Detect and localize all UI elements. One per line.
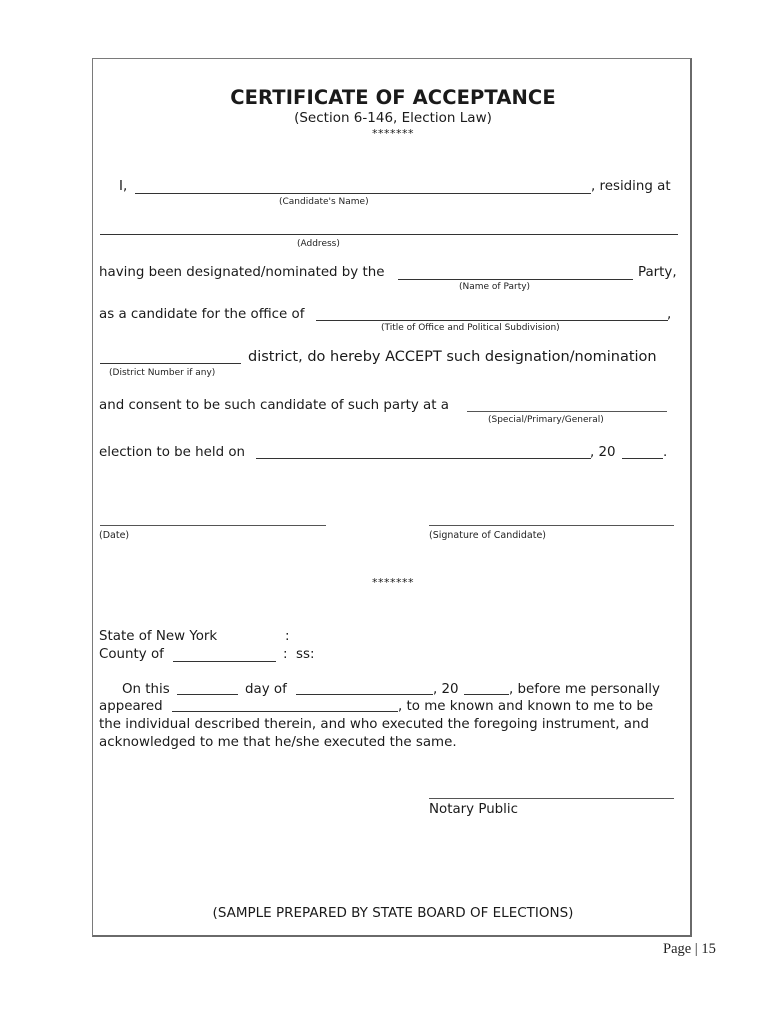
county-label: County of	[99, 647, 164, 662]
line7-prefix: election to be held on	[99, 445, 246, 460]
notary-label: Notary Public	[429, 802, 518, 817]
line1-suffix: , residing at	[591, 179, 671, 194]
footer-note: (SAMPLE PREPARED BY STATE BOARD OF ELECTIONS)	[212, 905, 574, 921]
ack-on-this: On this	[122, 682, 170, 697]
election-type-caption: (Special/Primary/General)	[488, 415, 604, 425]
line4-suffix: ,	[667, 307, 672, 322]
district-number-caption: (District Number if any)	[109, 368, 216, 378]
district-number-field[interactable]	[100, 363, 241, 364]
line3-prefix: having been designated/nominated by the	[99, 265, 385, 280]
county-field[interactable]	[173, 661, 276, 662]
candidate-name-field[interactable]	[135, 193, 591, 194]
date-field[interactable]	[100, 525, 326, 526]
election-date-field[interactable]	[256, 458, 591, 459]
separator-top: *******	[372, 127, 414, 140]
ack-year-prefix: , 20	[433, 682, 459, 697]
state-colon: :	[285, 629, 290, 644]
ack-day-field[interactable]	[177, 694, 238, 695]
ack-appeared: appeared	[99, 699, 163, 714]
ack-before-me: , before me personally	[509, 682, 660, 697]
county-suffix: : ss:	[283, 647, 315, 662]
line3-suffix: Party,	[638, 265, 677, 280]
election-year-field[interactable]	[622, 458, 663, 459]
address-caption: (Address)	[297, 239, 340, 249]
ack-person-field[interactable]	[172, 711, 398, 712]
separator-mid: *******	[372, 576, 414, 589]
document-title: CERTIFICATE OF ACCEPTANCE	[230, 86, 556, 109]
party-name-field[interactable]	[398, 279, 633, 280]
state-label: State of New York	[99, 629, 218, 644]
line7-suffix: .	[663, 445, 668, 460]
ack-known: , to me known and known to me to be	[398, 699, 654, 714]
signature-caption: (Signature of Candidate)	[429, 530, 547, 541]
ack-line3: the individual described therein, and who executed the foregoing instrument, and	[99, 717, 649, 732]
date-caption: (Date)	[99, 530, 130, 541]
election-type-field[interactable]	[467, 411, 667, 412]
candidate-name-caption: (Candidate's Name)	[279, 197, 369, 207]
line6-prefix: and consent to be such candidate of such party at a	[99, 398, 449, 413]
line7-middle: , 20	[590, 445, 616, 460]
page-number: Page | 15	[663, 941, 716, 957]
line1-prefix: I,	[119, 179, 128, 194]
ack-month-field[interactable]	[296, 694, 433, 695]
ack-year-field[interactable]	[464, 694, 509, 695]
notary-signature-field[interactable]	[429, 798, 674, 799]
office-title-caption: (Title of Office and Political Subdivision)	[381, 323, 560, 333]
ack-day-of: day of	[245, 682, 287, 697]
party-name-caption: (Name of Party)	[459, 282, 531, 292]
candidate-signature-field[interactable]	[429, 525, 674, 526]
ack-line4: acknowledged to me that he/she executed the same.	[99, 735, 457, 750]
address-field[interactable]	[100, 234, 678, 235]
line5-text: district, do hereby ACCEPT such designation/nomination	[248, 349, 657, 365]
office-title-field[interactable]	[316, 320, 668, 321]
document-subtitle: (Section 6-146, Election Law)	[294, 110, 492, 126]
line4-prefix: as a candidate for the office of	[99, 307, 305, 322]
